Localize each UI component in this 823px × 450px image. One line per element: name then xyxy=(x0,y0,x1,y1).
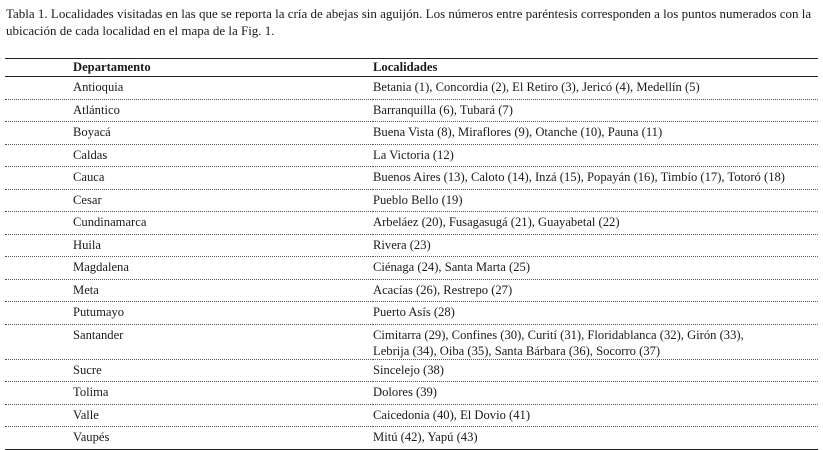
departamento-cell: Tolima xyxy=(5,382,373,405)
table-row xyxy=(5,279,818,302)
localidades-cell xyxy=(373,122,818,145)
localidades-cell xyxy=(373,359,818,382)
departamento-cell: Santander xyxy=(5,324,373,359)
localidades-line: Dolores (39) xyxy=(373,385,438,399)
localidades-line: Betania (1), Concordia (2), El Retiro (3), Jericó (4), Medellín (5) xyxy=(373,80,700,94)
localidades-line: Acacías (26), Restrepo (27) xyxy=(373,282,513,297)
departamento-cell: Antioquia xyxy=(5,77,373,100)
table-row xyxy=(5,257,818,280)
table-row xyxy=(5,122,818,145)
departamento-cell: Vaupés xyxy=(5,427,373,450)
table-row xyxy=(5,382,818,405)
localidades-cell xyxy=(373,382,818,405)
localidades-cell xyxy=(373,257,818,280)
departamento-cell: Cundinamarca xyxy=(5,212,373,235)
localidades-line: Arbeláez (20), Fusagasugá (21), Guayabetal (22) xyxy=(373,215,620,229)
table-row xyxy=(5,212,818,235)
localidades-cell xyxy=(373,302,818,325)
departamento-cell: Boyacá xyxy=(5,122,373,145)
departamento-cell: Atlántico xyxy=(5,99,373,122)
table-row xyxy=(5,77,818,100)
table-caption: Tabla 1. Localidades visitadas en las que se reporta la cría de abejas sin aguijón. Los números entre paréntesis corresponden a los puntos numerados con la ubicación de cada localidad en el mapa de la Fig. 1. xyxy=(6,6,812,38)
departamento-cell: Cauca xyxy=(5,167,373,190)
table-row xyxy=(5,324,818,359)
localidades-cell xyxy=(373,212,818,235)
departamento-cell: Cesar xyxy=(5,189,373,212)
localidades-line: Rivera (23) xyxy=(373,237,431,252)
localidades-line: Pueblo Bello (19) xyxy=(373,192,463,207)
localidades-line: Lebrija (34), Oiba (35), Santa Bárbara (36), Socorro (37) xyxy=(373,343,661,358)
table-row xyxy=(5,427,818,450)
table-body xyxy=(5,77,818,450)
localidades-line: Sincelejo (38) xyxy=(373,362,444,377)
table-row xyxy=(5,99,818,122)
localidades-line: Buena Vista (8), Miraflores (9), Otanche (10), Pauna (11) xyxy=(373,125,663,139)
localidades-line: Puerto Asís (28) xyxy=(373,305,455,319)
localidades-cell xyxy=(373,279,818,302)
table-row xyxy=(5,189,818,212)
table-row xyxy=(5,302,818,325)
table-row xyxy=(5,359,818,382)
departamento-cell: Valle xyxy=(5,404,373,427)
localidades-line: Cimitarra (29), Confines (30), Curití (31), Floridablanca (32), Girón (33), xyxy=(373,327,744,342)
departamento-cell: Huila xyxy=(5,234,373,257)
table-row xyxy=(5,404,818,427)
localidades-cell xyxy=(373,234,818,257)
departamento-cell: Caldas xyxy=(5,144,373,167)
table-row xyxy=(5,167,818,190)
localidades-cell xyxy=(373,144,818,167)
departamento-cell: Putumayo xyxy=(5,302,373,325)
localidades-line: La Victoria (12) xyxy=(373,147,454,162)
localidades-cell xyxy=(373,77,818,100)
localidades-line: Mitú (42), Yapú (43) xyxy=(373,430,478,444)
departamento-cell: Sucre xyxy=(5,359,373,382)
table-row xyxy=(5,234,818,257)
departamento-cell: Meta xyxy=(5,279,373,302)
table-header-row xyxy=(5,59,818,77)
table-row xyxy=(5,144,818,167)
localidades-cell xyxy=(373,324,818,359)
localidades-cell xyxy=(373,189,818,212)
localidades-cell xyxy=(373,427,818,450)
header-departamento: Departamento xyxy=(5,59,373,77)
localidades-line: Barranquilla (6), Tubará (7) xyxy=(373,102,513,117)
localidades-line: Ciénaga (24), Santa Marta (25) xyxy=(373,260,531,274)
localidades-cell xyxy=(373,99,818,122)
departamento-cell: Magdalena xyxy=(5,257,373,280)
localidades-line: Buenos Aires (13), Caloto (14), Inzá (15), Popayán (16), Timbío (17), Totoró (18) xyxy=(373,170,785,184)
localities-table xyxy=(5,58,818,450)
localidades-cell xyxy=(373,404,818,427)
header-localidades: Localidades xyxy=(373,59,818,77)
localidades-line: Caicedonia (40), El Dovio (41) xyxy=(373,407,531,422)
localidades-cell xyxy=(373,167,818,190)
